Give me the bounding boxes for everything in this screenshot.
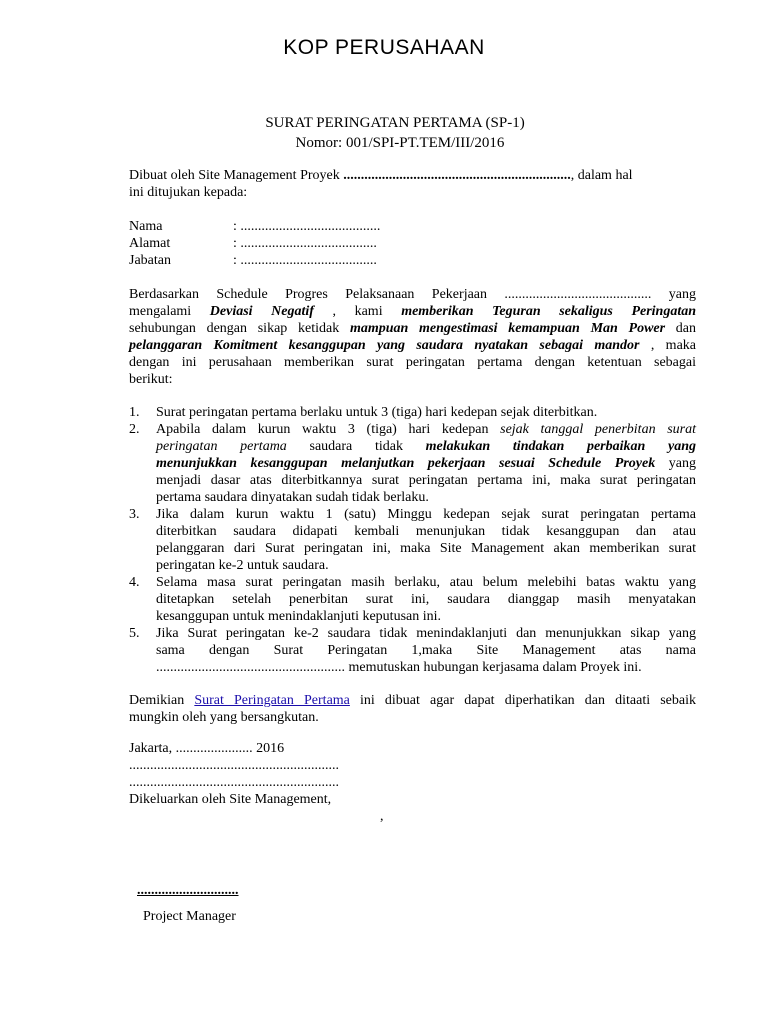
letter-title: SURAT PERINGATAN PERTAMA (SP-1): [265, 115, 525, 131]
body-line-5: dengan ini perusahaan memberikan surat peringatan pertama dengan ketentuan sebagai: [129, 355, 696, 370]
signatory-position: Project Manager: [143, 909, 236, 924]
nama-label: Nama: [129, 219, 163, 234]
list-item-3-line-4: peringatan ke-2 untuk saudara.: [156, 558, 329, 573]
list-item-2-line-5: pertama saudara dinyatakan sudah tidak berlaku.: [156, 490, 429, 505]
body-text: mengalami: [129, 304, 210, 319]
list-item-2-line-2: [156, 438, 696, 455]
body-line-3: [129, 320, 696, 337]
list-item-4-line-2: ditetapkan setelah penerbitan surat ini, saudara dianggap masih menyatakan: [156, 592, 696, 607]
list-item-2-line-1: [156, 421, 696, 438]
issued-by: Dikeluarkan oleh Site Management,: [129, 792, 332, 807]
list-number: 4.: [129, 575, 140, 590]
project-name-blank: .................................................................: [343, 168, 571, 183]
list-item-3-line-3: pelanggaran dari Surat peringatan ini, maka Site Management akan memberikan surat: [156, 541, 696, 556]
alamat-label: Alamat: [129, 236, 171, 251]
body-text: sehubungan dengan sikap ketidak: [129, 321, 350, 336]
list-text: Apabila dalam kurun waktu 3 (tiga) hari kedepan: [156, 422, 501, 437]
closing-text: ini dibuat agar dapat diperhatikan dan ditaati sebaik: [349, 693, 696, 708]
intro-line-1: [129, 167, 689, 184]
list-number: 2.: [129, 422, 140, 437]
jabatan-label: Jabatan: [129, 253, 171, 268]
signature-name-dots: .............................: [137, 883, 239, 898]
list-text: saudara tidak: [286, 439, 426, 454]
body-line-2: [129, 303, 696, 320]
body-text: , maka: [639, 338, 696, 353]
italic-text: sejak tanggal penerbitan surat: [500, 422, 696, 437]
list-item-2-line-3: [156, 455, 696, 472]
list-item-4-line-1: Selama masa surat peringatan masih berlaku, atau belum melebihi batas waktu yang: [156, 575, 696, 590]
surat-peringatan-link[interactable]: Surat Peringatan Pertama: [194, 693, 350, 708]
list-item-1: Surat peringatan pertama berlaku untuk 3 (tiga) hari kedepan sejak diterbitkan.: [156, 405, 598, 420]
closing-line-2: mungkin oleh yang bersangkutan.: [129, 710, 319, 725]
italic-text: peringatan pertama: [156, 439, 287, 454]
letter-number: Nomor: 001/SPI-PT.TEM/III/2016: [295, 135, 505, 151]
alamat-value: : .......................................: [233, 236, 377, 251]
list-item-3-line-1: Jika dalam kurun waktu 1 (satu) Minggu kedepan sejak surat peringatan pertama: [156, 507, 696, 522]
body-text: , kami: [313, 304, 402, 319]
intro-line-2: ini ditujukan kepada:: [129, 185, 248, 200]
closing-text: Demikian: [129, 693, 195, 708]
company-letterhead: KOP PERUSAHAAN: [283, 36, 485, 59]
list-item-4-line-3: kesanggupan untuk menindaklanjuti keputusan ini.: [156, 609, 442, 624]
emphasis-text: pelanggaran Komitment kesanggupan yang saudara nyatakan sebagai mandor: [129, 338, 640, 353]
list-item-2-line-4: menjadi dasar atas diterbitkannya surat peringatan pertama ini, maka surat peringatan: [156, 473, 696, 488]
intro-text: Dibuat oleh Site Management Proyek: [129, 168, 344, 183]
list-number: 5.: [129, 626, 140, 641]
list-text: yang: [655, 456, 696, 471]
stray-comma: ,: [380, 809, 384, 824]
emphasis-text: mampuan mengestimasi kemampuan Man Power: [349, 321, 666, 336]
emphasis-text: Deviasi Negatif: [209, 304, 314, 319]
list-item-5-line-3: ...................................................... memutuskan hubungan kerjasama dalam Proyek ini.: [156, 660, 642, 675]
emphasis-text: menunjukkan kesanggupan melanjutkan pekerjaan sesuai Schedule Proyek: [156, 456, 656, 471]
nama-value: : ........................................: [233, 219, 381, 234]
list-item-5-line-1: Jika Surat peringatan ke-2 saudara tidak menindaklanjuti dan menunjukkan sikap yang: [156, 626, 696, 641]
emphasis-text: melakukan tindakan perbaikan yang: [425, 439, 697, 454]
signatory-dots-2: ............................................................: [129, 775, 339, 790]
closing-line-1: [129, 692, 696, 709]
list-item-3-line-2: diterbitkan saudara didapati kembali menunjukan tidak kesanggupan dan atau: [156, 524, 696, 539]
body-text: dan: [665, 321, 697, 336]
list-number: 3.: [129, 507, 140, 522]
list-number: 1.: [129, 405, 140, 420]
emphasis-text: memberikan Teguran sekaligus Peringatan: [401, 304, 697, 319]
body-line-6: berikut:: [129, 372, 173, 387]
jabatan-value: : .......................................: [233, 253, 377, 268]
signatory-dots-1: ............................................................: [129, 758, 339, 773]
place-date: Jakarta, ...................... 2016: [129, 741, 285, 756]
intro-text: , dalam hal: [570, 168, 633, 183]
body-line-1: Berdasarkan Schedule Progres Pelaksanaan Pekerjaan .......................................... yang: [129, 287, 696, 302]
body-line-4: [129, 337, 696, 354]
list-item-5-line-2: sama dengan Surat Peringatan 1,maka Site Management atas nama: [156, 643, 696, 658]
